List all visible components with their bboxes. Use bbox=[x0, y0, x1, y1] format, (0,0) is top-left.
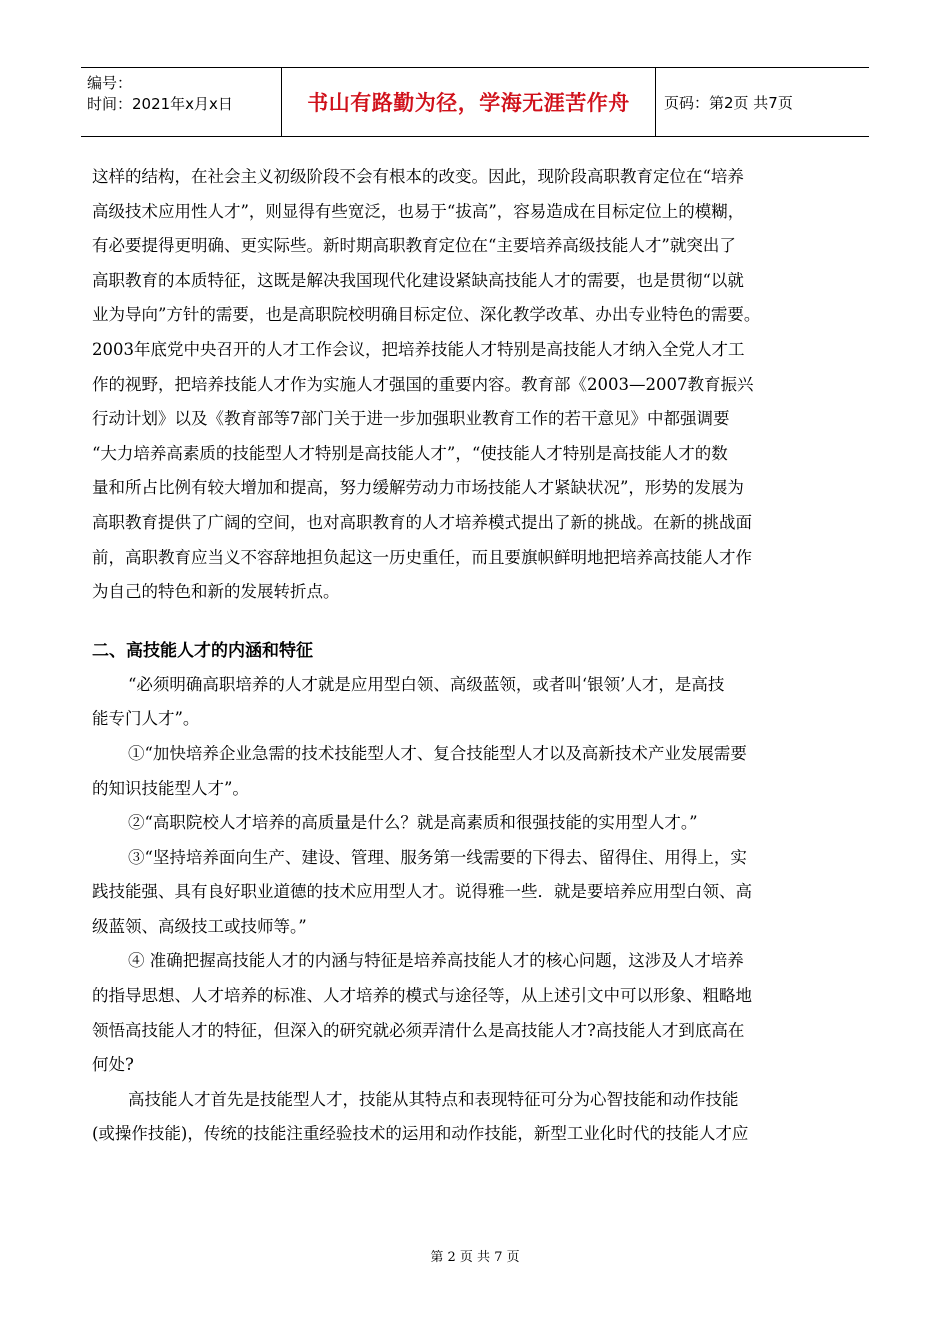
text-line: “大力培养高素质的技能型人才特别是高技能人才”，“使技能人才特别是高技能人才的数 bbox=[92, 443, 728, 463]
text-line: “必须明确高职培养的人才就是应用型白领、高级蓝领，或者叫‘银领’人才，是高技 bbox=[128, 674, 725, 694]
quote-main bbox=[92, 668, 862, 737]
text-line: 有必要提得更明确、更实际些。新时期高职教育定位在“主要培养高级技能人才”就突出了 bbox=[92, 236, 736, 256]
quote-4 bbox=[92, 944, 862, 1082]
text-line: 行动计划》以及《教育部等7部门关于进一步加强职业教育工作的若干意见》中都强调要 bbox=[92, 409, 730, 429]
text-line: 作的视野，把培养技能人才作为实施人才强国的重要内容。教育部《2003—2007教育振兴 bbox=[92, 374, 754, 394]
text-line: 这样的结构，在社会主义初级阶段不会有根本的改变。因此，现阶段高职教育定位在“培养 bbox=[92, 167, 744, 186]
text-line: 量和所占比例有较大增加和提高，努力缓解劳动力市场技能人才紧缺状况”，形势的发展为 bbox=[92, 478, 744, 498]
text-line: ②“高职院校人才培养的高质量是什么？就是高素质和很强技能的实用型人才。” bbox=[128, 813, 698, 833]
text-line: 高职教育提供了广阔的空间，也对高职教育的人才培养模式提出了新的挑战。在新的挑战面 bbox=[92, 512, 752, 532]
text-line: 为自己的特色和新的发展转折点。 bbox=[92, 582, 340, 602]
text-line: 2003年底党中央召开的人才工作会议，把培养技能人才特别是高技能人才纳入全党人才工 bbox=[92, 339, 745, 359]
text-line: 前，高职教育应当义不容辞地担负起这一历史重任，而且要旗帜鲜明地把培养高技能人才作 bbox=[92, 547, 752, 567]
text-line: 高技能人才首先是技能型人才，技能从其特点和表现特征可分为心智技能和动作技能 bbox=[128, 1089, 739, 1109]
text-line: 践技能强、具有良好职业道德的技术应用型人才。说得雅一些．就是要培养应用型白领、高 bbox=[92, 882, 752, 902]
document-body bbox=[92, 160, 862, 1152]
text-line: 高职教育的本质特征，这既是解决我国现代化建设紧缺高技能人才的需要，也是贯彻“以就 bbox=[92, 270, 744, 290]
header-page-label: 页码：第2页 共7页 bbox=[664, 93, 793, 112]
text-line: 领悟高技能人才的特征，但深入的研究就必须弄清什么是高技能人才?高技能人才到底高在 bbox=[92, 1020, 745, 1040]
page-footer: 第 2 页 共 7 页 bbox=[430, 1250, 520, 1265]
number-label: 编号： bbox=[87, 74, 133, 92]
header-motto: 书山有路勤为径，学海无涯苦作舟 bbox=[282, 68, 656, 136]
text-line: 能专门人才”。 bbox=[92, 709, 200, 729]
text-line: 的指导思想、人才培养的标准、人才培养的模式与途径等，从上述引文中可以形象、粗略地 bbox=[92, 986, 752, 1006]
header-meta bbox=[81, 68, 282, 136]
quote-2 bbox=[92, 806, 862, 841]
text-line: ④ 准确把握高技能人才的内涵与特征是培养高技能人才的核心问题，这涉及人才培养 bbox=[128, 951, 744, 971]
text-line: 高级技术应用性人才”，则显得有些宽泛，也易于“拔高”，容易造成在目标定位上的模糊， bbox=[92, 201, 745, 221]
text-line: ①“加快培养企业急需的技术技能型人才、复合技能型人才以及高新技术产业发展需要 bbox=[128, 743, 747, 763]
text-line: 业为导向”方针的需要，也是高职院校明确目标定位、深化教学改革、办出专业特色的需要。 bbox=[92, 305, 761, 325]
page-header bbox=[81, 67, 869, 137]
text-line: 级蓝领、高级技工或技师等。” bbox=[92, 916, 307, 936]
date-label: 时间：2021年x月x日 bbox=[87, 95, 233, 113]
quote-3 bbox=[92, 841, 862, 945]
section-heading: 二、高技能人才的内涵和特征 bbox=[92, 640, 313, 661]
paragraph-intro bbox=[92, 160, 862, 610]
text-line: 的知识技能型人才”。 bbox=[92, 778, 249, 798]
paragraph-last bbox=[92, 1083, 862, 1152]
quote-1 bbox=[92, 737, 862, 806]
text-line: ③“坚持培养面向生产、建设、管理、服务第一线需要的下得去、留得住、用得上，实 bbox=[128, 847, 747, 867]
text-line: (或操作技能)，传统的技能注重经验技术的运用和动作技能，新型工业化时代的技能人才应 bbox=[92, 1124, 749, 1144]
text-line: 何处? bbox=[92, 1055, 134, 1075]
